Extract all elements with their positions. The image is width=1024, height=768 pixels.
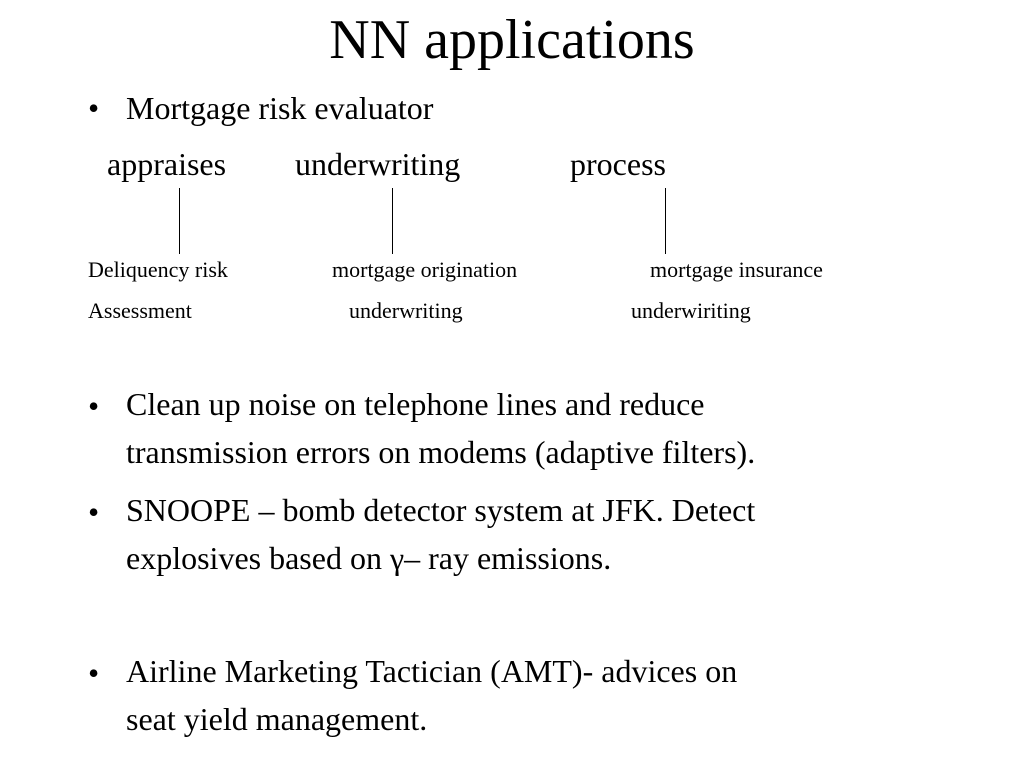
connector-line-underwriting [392,188,393,254]
bullet-mark: • [88,90,100,126]
bullet-text-line: seat yield management. [126,701,428,737]
bottom-label-underwiriting: underwiriting [631,298,751,323]
bullet-mark: • [88,655,100,691]
slide-title: NN applications [329,9,695,71]
label-process: process [570,146,666,182]
mortgage-heading: Mortgage risk evaluator [126,90,434,126]
bottom-label-deliquency: Deliquency risk [88,257,228,282]
label-underwriting: underwriting [295,146,461,182]
bottom-label-underwriting: underwriting [349,298,463,323]
bullet-text-line: Clean up noise on telephone lines and reduce [126,386,705,422]
connector-line-process [665,188,666,254]
bullet-mark: • [88,494,100,530]
bottom-label-origination: mortgage origination [332,257,518,282]
bullet-text-line: SNOOPE – bomb detector system at JFK. Detect [126,492,756,528]
bullet-mark: • [88,388,100,424]
bottom-label-assessment: Assessment [88,298,192,323]
bullet-text-line: transmission errors on modems (adaptive filters). [126,434,756,470]
bottom-label-insurance: mortgage insurance [650,257,823,282]
connector-line-appraises [179,188,180,254]
bullet-text-line: Airline Marketing Tactician (AMT)- advices on [126,653,738,689]
label-appraises: appraises [107,146,227,182]
bullet-text-line: explosives based on γ– ray emissions. [126,540,612,576]
